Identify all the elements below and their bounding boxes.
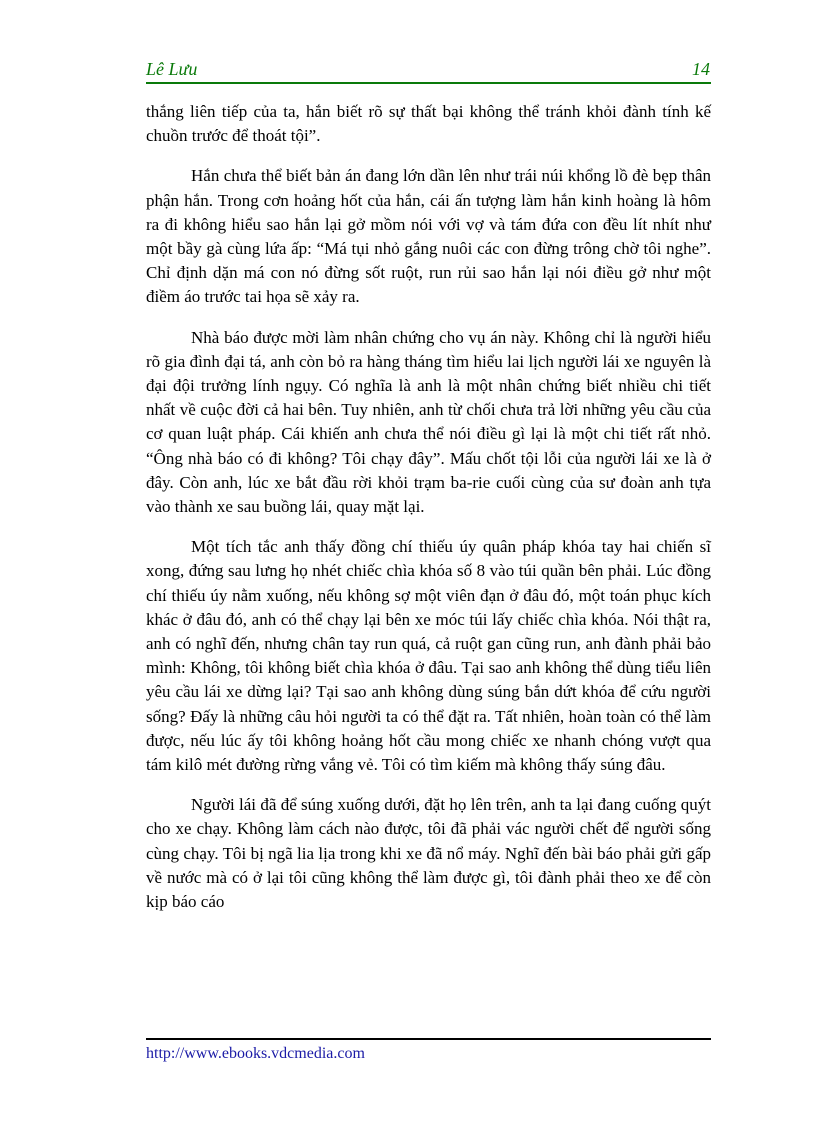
page-header (146, 58, 711, 84)
footer-divider (146, 1038, 711, 1040)
paragraph: Người lái đã để súng xuống dưới, đặt họ lên trên, anh ta lại đang cuống quýt cho xe chạy. Không làm cách nào được, tôi đã phải vác người chết để người sống cùng chạy. Tôi bị ngã lia lịa trong khi xe đã nổ máy. Nghĩ đến bài báo phải gửi gấp về nước mà có ở lại tôi cũng không thể làm được gì, tôi đành phải theo xe để còn kịp báo cáo (146, 795, 711, 912)
paragraph: thắng liên tiếp của ta, hắn biết rõ sự thất bại không thể tránh khỏi đành tính kế chuồn trước để thoát tội”. (146, 102, 711, 146)
body-text (146, 100, 711, 930)
header-page-number: 14 (692, 59, 710, 79)
paragraph: Nhà báo được mời làm nhân chứng cho vụ án này. Không chỉ là người hiểu rõ gia đình đại tá, anh còn bỏ ra hàng tháng tìm hiểu lai lịch người lái xe nguyên là đại đội trưởng lính ngụy. Có nghĩa là anh là một nhân chứng biết nhiều chi tiết nhất về cuộc đời cả hai bên. Tuy nhiên, anh từ chối chưa trả lời những yêu cầu của cơ quan luật pháp. Cái khiến anh chưa thể nói điều gì lại là một chi tiết rất nhỏ. “Ông nhà báo có đi không? Tôi chạy đây”. Mấu chốt tội lỗi của người lái xe là ở đây. Còn anh, lúc xe bắt đầu rời khỏi trạm ba-rie cuối cùng của sư đoàn anh tựa vào thành xe sau buồng lái, quay mặt lại. (146, 327, 711, 517)
paragraph: Một tích tắc anh thấy đồng chí thiếu úy quân pháp khóa tay hai chiến sĩ xong, đứng sau lưng họ nhét chiếc chìa khóa số 8 vào túi quần bên phải. Lúc đồng chí thiếu úy nằm xuống, nếu không sợ một viên đạn ở đâu đó, một toán phục kích khác ở đâu đó, anh có thể chạy lại bên xe móc túi lấy chiếc chìa khóa. Nói thật ra, anh có nghĩ đến, nhưng chân tay run quá, cả ruột gan cũng run, anh đành phải bảo mình: Không, tôi không biết chìa khóa ở đâu. Tại sao anh không thể dùng tiểu liên yêu cầu lái xe dừng lại? Tại sao anh không dùng súng bắn dứt khóa để cứu người sống? Đấy là những câu hỏi người ta có thể đặt ra. Tất nhiên, hoàn toàn có thể làm được, nếu lúc ấy tôi không hoảng hốt cầu mong chiếc xe nhanh chóng vượt qua tám kilô mét đường rừng vắng vẻ. Tôi có tìm kiếm mà không thấy súng đâu. (146, 537, 711, 775)
paragraph: Hắn chưa thể biết bản án đang lớn dần lên như trái núi khổng lồ đè bẹp thân phận hắn. Trong cơn hoảng hốt của hắn, cái ấn tượng làm hắn kinh hoàng là hôm ra đi không hiểu sao hắn lại gở mồm nói với vợ và tám đứa con đều lít nhít như một bầy gà cùng lứa ấp: “Má tụi nhỏ gắng nuôi các con đừng trông chờ tôi nghe”. Chỉ định dặn má con nó đừng sốt ruột, run rủi sao hắn lại nói điều gở như một điềm áo trước tai họa sẽ xảy ra. (146, 166, 711, 307)
header-author: Lê Lưu (146, 59, 198, 79)
footer-url-link[interactable]: http://www.ebooks.vdcmedia.com (146, 1045, 365, 1062)
